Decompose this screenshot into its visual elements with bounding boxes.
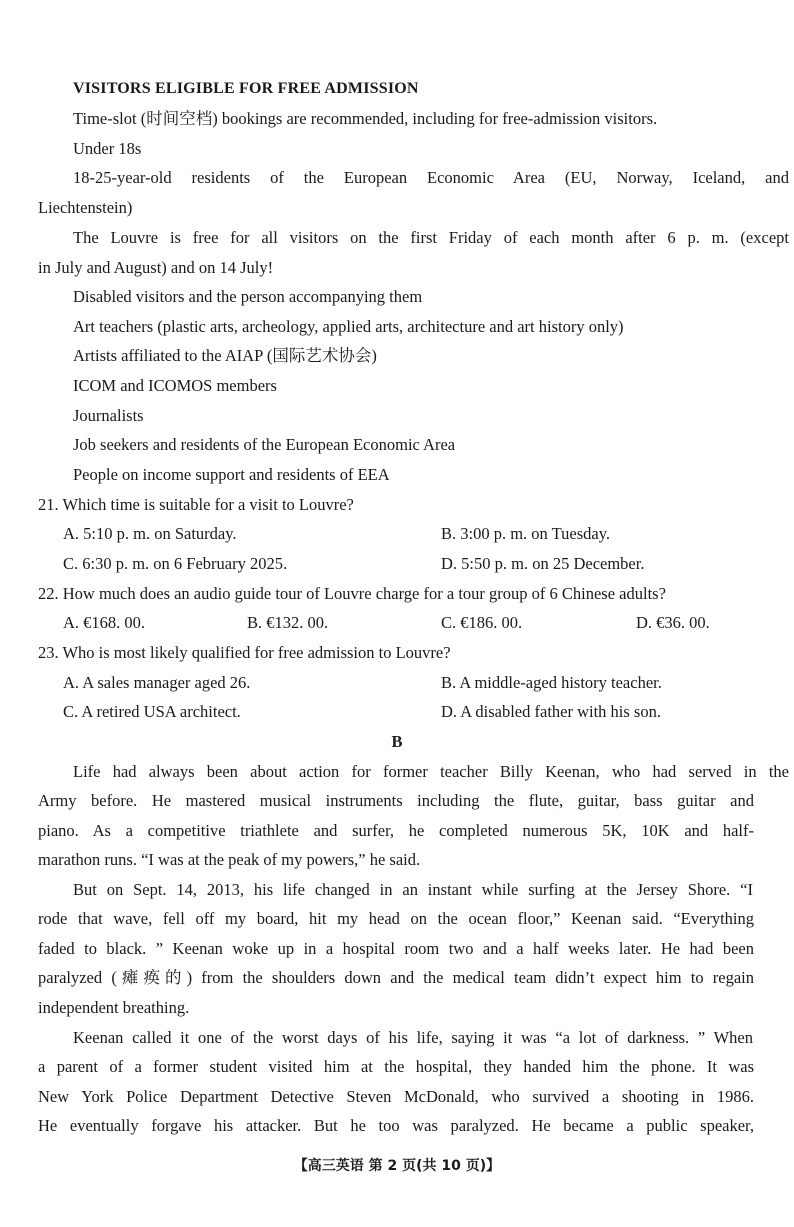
passage-line: But on Sept. 14, 2013, his life changed in an instant while surfing at the Jersey Shore. “I <box>73 880 753 899</box>
option-b: B. A middle-aged history teacher. <box>441 673 662 692</box>
option-c: C. A retired USA architect. <box>63 702 241 721</box>
visitor-line: Liechtenstein) <box>38 198 133 217</box>
passage-line: independent breathing. <box>38 998 190 1017</box>
option-c: C. 6:30 p. m. on 6 February 2025. <box>63 554 288 573</box>
option-d: D. €36. 00. <box>636 613 710 632</box>
section-label: B <box>391 732 403 751</box>
passage-line: New York Police Department Detective Steven McDonald, who survived a shooting in 1986. <box>38 1087 754 1106</box>
visitor-line: ICOM and ICOMOS members <box>73 376 277 395</box>
question-stem: 21. Which time is suitable for a visit to Louvre? <box>38 495 354 514</box>
visitor-line: Disabled visitors and the person accompanying them <box>73 287 423 306</box>
visitor-line: Journalists <box>73 406 144 425</box>
passage-line: rode that wave, fell off my board, hit my head on the ocean floor,” Keenan said. “Everything <box>38 909 754 928</box>
visitor-line: in July and August) and on 14 July! <box>38 258 274 277</box>
visitor-line: People on income support and residents of EEA <box>73 465 390 484</box>
section-heading: VISITORS ELIGIBLE FOR FREE ADMISSION <box>73 80 419 97</box>
visitor-line: Art teachers (plastic arts, archeology, applied arts, architecture and art history only) <box>73 317 624 336</box>
passage-line: Keenan called it one of the worst days of his life, saying it was “a lot of darkness. ” When <box>73 1028 753 1047</box>
option-d: D. A disabled father with his son. <box>441 702 661 721</box>
visitor-line: Artists affiliated to the AIAP (国际艺术协会) <box>73 346 377 365</box>
passage-line: faded to black. ” Keenan woke up in a hospital room two and a half weeks later. He had been <box>38 939 754 958</box>
visitor-line: The Louvre is free for all visitors on the first Friday of each month after 6 p. m. (except <box>73 228 789 247</box>
question-stem: 23. Who is most likely qualified for free admission to Louvre? <box>38 643 451 662</box>
option-a: A. €168. 00. <box>63 613 146 632</box>
option-a: A. 5:10 p. m. on Saturday. <box>63 524 237 543</box>
visitor-line: Job seekers and residents of the European Economic Area <box>73 435 456 454</box>
page-footer: 【高三英语 第 2 页(共 10 页)】 <box>293 1158 501 1174</box>
passage-line: a parent of a former student visited him at the hospital, they handed him the phone. It was <box>38 1057 754 1076</box>
passage-line: piano. As a competitive triathlete and surfer, he completed numerous 5K, 10K and half- <box>38 821 754 840</box>
option-a: A. A sales manager aged 26. <box>63 673 251 692</box>
visitor-line: Under 18s <box>73 139 142 158</box>
option-c: C. €186. 00. <box>441 613 523 632</box>
passage-line: Army before. He mastered musical instruments including the flute, guitar, bass guitar and <box>38 791 754 810</box>
passage-line: paralyzed (瘫痪的) from the shoulders down and the medical team didn’t expect him to regain <box>38 968 754 987</box>
option-b: B. 3:00 p. m. on Tuesday. <box>441 524 610 543</box>
question-stem: 22. How much does an audio guide tour of Louvre charge for a tour group of 6 Chinese adults? <box>38 584 666 603</box>
passage-line: He eventually forgave his attacker. But he too was paralyzed. He became a public speaker, <box>38 1116 754 1135</box>
option-d: D. 5:50 p. m. on 25 December. <box>441 554 645 573</box>
visitor-line: 18-25-year-old residents of the European Economic Area (EU, Norway, Iceland, and <box>73 168 789 187</box>
option-b: B. €132. 00. <box>247 613 329 632</box>
passage-line: Life had always been about action for former teacher Billy Keenan, who had served in the <box>73 762 789 781</box>
passage-line: marathon runs. “I was at the peak of my powers,” he said. <box>38 850 421 869</box>
visitor-line: Time-slot (时间空档) bookings are recommended, including for free-admission visitors. <box>73 109 658 128</box>
